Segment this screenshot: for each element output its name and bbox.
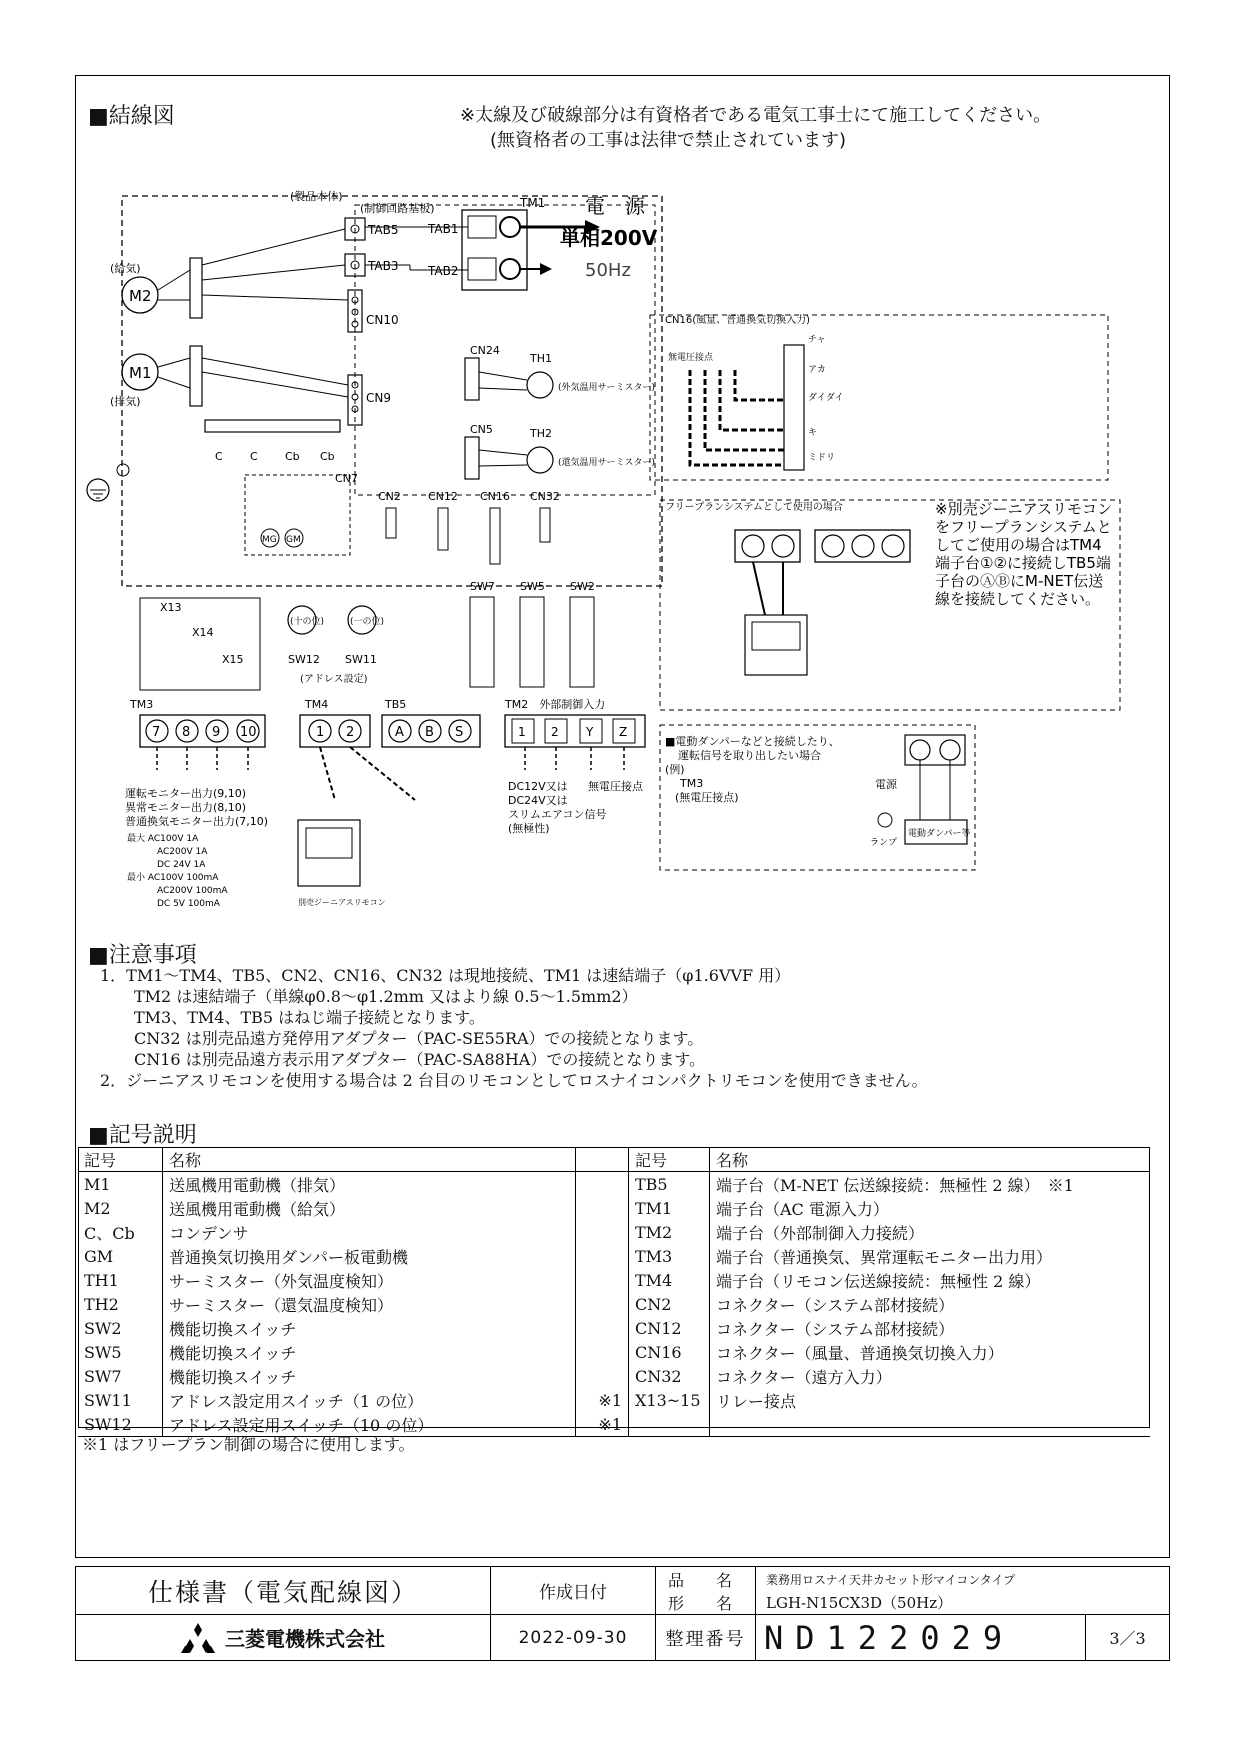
sw11-label: SW11 [345,653,377,666]
document-number: ND122029 [756,1615,1086,1660]
svg-text:7: 7 [152,725,161,740]
table-row [78,1172,1150,1197]
symbol-cell: CN16 [629,1340,710,1364]
col-name-header: 名称 [163,1147,576,1172]
power-voltage: 単相200V [560,226,658,250]
name-cell: アドレス設定用スイッチ（1 の位） [163,1388,576,1412]
remote-label: 別売ジーニアスリモコン [298,898,386,907]
name-cell: コネクター（遠方入力） [716,1367,892,1387]
name-cell: 端子台（M-NET 伝送線接続：無極性 2 線） ※1 [716,1175,1074,1195]
symbol-cell: CN32 [629,1364,710,1388]
freeplan-note: ※別売ジーニアスリモコンをフリープランシステムとしてご使用の場合はTM4端子台①②に接続しTB5端子台のⒶⒷにM-NET伝送線を接続してください。 [935,500,1112,608]
note-cell [576,1364,629,1388]
tab2-label: TAB2 [428,264,459,278]
relay-x15: X15 [222,653,244,666]
cn16-title: CN16(風量、普通換気切換入力) [665,315,810,326]
m2-label: M2 [129,287,152,305]
tm1-terminal [462,210,527,290]
table-row [78,1364,1150,1388]
sw12-dial-label: (十の位) [290,617,325,627]
tm3-terminals [146,720,259,742]
tm1-label: TM1 [520,196,546,210]
svg-text:最小 AC100V 100mA: 最小 AC100V 100mA [127,873,219,883]
table-row [78,1244,1150,1268]
symbol-cell: X13~15 [629,1388,710,1412]
product-body-label: (製品本体) [290,190,343,203]
tb5-label: TB5 [385,698,407,711]
created-date: 2022-09-30 [491,1615,656,1660]
symbol-cell: M1 [78,1172,163,1197]
power-freq: 50Hz [585,260,631,281]
company-label: 三菱電機株式会社 [225,1627,385,1651]
note-cell [576,1340,629,1364]
symbol-cell: SW12 [78,1412,163,1437]
symbol-cell: SW11 [78,1388,163,1412]
tm3-label: TM3 [130,698,154,711]
tab5-label: TAB5 [368,223,399,237]
note-cell [576,1268,629,1292]
name-cell: 機能切換スイッチ [163,1364,576,1388]
tm4-label: TM4 [305,698,329,711]
connector-row [378,490,560,564]
note-cell [576,1220,629,1244]
product-label: 品 名 [656,1567,756,1591]
damper-note-1: ■電動ダンパーなどと接続したり、 [665,735,840,748]
cn5-label: CN5 [470,423,493,436]
m1-desc: (排気) [110,395,141,408]
name-cell: サーミスター（外気温度検知） [163,1268,576,1292]
title-block [75,1566,1170,1661]
sw-address: (アドレス設定) [300,674,368,685]
symbol-cell: TH2 [78,1292,163,1316]
damper-lamp: ランプ [870,838,898,848]
svg-text:2: 2 [346,725,355,740]
symbols-footnote: ※1 はフリープラン制御の場合に使用します。 [82,1435,415,1454]
svg-text:A: A [395,725,404,740]
note-cell: ※1 [576,1412,629,1437]
name-cell: 端子台（リモコン伝送線接続：無極性 2 線） [716,1271,1041,1291]
name-cell: 送風機用電動機（排気） [163,1172,576,1197]
symbols-heading: ■記号説明 [88,1123,197,1148]
monitor-output-1: 運転モニター出力(9,10) [125,787,247,800]
symbol-cell: TM4 [629,1268,710,1292]
col-name-header: 名称 [710,1147,1151,1172]
table-row [78,1292,1150,1316]
symbol-cell [629,1412,710,1437]
name-cell: リレー接点 [716,1391,797,1411]
note-cell [576,1316,629,1340]
svg-text:C: C [250,450,258,463]
svg-text:キ: キ [808,428,818,438]
name-cell: 端子台（AC 電源入力） [716,1199,889,1219]
warning-line-1: ※太線及び破線部分は有資格者である電気工事士にて施工してください。 [460,105,1052,126]
svg-text:2: 2 [551,725,559,739]
svg-text:無電圧接点: 無電圧接点 [668,353,714,363]
remote-controller-icon [298,820,360,886]
damper-example: (例) [665,763,685,776]
number-label: 整理番号 [656,1615,756,1660]
th1-label: TH1 [530,352,552,365]
name-cell: 普通換気切換用ダンパー板電動機 [163,1244,576,1268]
relay-x14: X14 [192,626,214,639]
cautions-list [100,965,928,1091]
sw7-label: SW7 [470,580,495,593]
model-name: LGH-N15CX3D（50Hz） [756,1591,1169,1615]
name-cell: コネクター（風量、普通換気切換入力） [716,1343,1004,1363]
cn10-label: CN10 [366,313,399,327]
freeplan-title: フリープランシステムとして使用の場合 [665,502,843,513]
model-label: 形 名 [656,1591,756,1615]
created-label: 作成日付 [491,1567,656,1615]
th2-desc: (還気温用サーミスター) [558,458,656,468]
th1-symbol [527,372,553,398]
symbol-cell: TM1 [629,1196,710,1220]
capacitor-strip [205,420,340,432]
name-cell: 機能切換スイッチ [163,1340,576,1364]
relay-box [140,598,260,690]
section-wiring-heading: ■結線図 [88,104,175,129]
relay-x13: X13 [160,601,182,614]
svg-text:1: 1 [518,725,526,739]
svg-text:MG: MG [262,535,277,545]
table-row [78,1316,1150,1340]
cn16-label: CN16 [480,490,510,503]
symbol-cell: C、Cb [78,1220,163,1244]
svg-text:Y: Y [586,725,594,739]
tm2-note-2: DC24V又は [508,794,568,807]
caution-line: TM2 は速結端子（単線φ0.8～φ1.2mm 又はより線 0.5～1.5mm2） [134,987,638,1006]
symbol-cell: SW5 [78,1340,163,1364]
note-cell [576,1244,629,1268]
monitor-output-2: 異常モニター出力(8,10) [125,801,247,814]
caution-line: CN32 は別売品遠方発停用アダプター（PAC-SE55RA）での接続となります。 [134,1029,704,1048]
tm2-label: TM2 外部制御入力 [505,698,606,711]
warning-line-2: (無資格者の工事は法律で禁止されています) [490,130,847,151]
symbol-cell: TB5 [629,1172,710,1197]
sw5 [520,597,544,687]
monitor-output-3: 普通換気モニター出力(7,10) [125,815,269,828]
tab1-label: TAB1 [428,222,459,236]
cn2-label: CN2 [378,490,401,503]
tab3-label: TAB3 [368,259,399,273]
name-cell: アドレス設定用スイッチ（10 の位） [163,1412,576,1437]
table-row [78,1340,1150,1364]
symbol-cell: SW7 [78,1364,163,1388]
svg-text:Z: Z [619,725,628,739]
control-board-label: (制御回路基板) [360,202,435,215]
col-symbol-header: 記号 [78,1147,163,1172]
m1-label: M1 [129,364,152,382]
table-header-row [78,1147,1150,1172]
name-cell: コネクター（システム部材接続） [716,1295,955,1315]
page-number: 3／3 [1109,1629,1146,1648]
svg-text:GM: GM [286,535,301,545]
caution-line: 2．ジーニアスリモコンを使用する場合は 2 台目のリモコンとしてロスナイコンパクトリモコンを使用できません。 [100,1071,928,1090]
symbol-cell: TH1 [78,1268,163,1292]
m2-desc: (給気) [110,262,141,275]
name-cell: 端子台（普通換気、異常運転モニター出力用） [716,1247,1053,1267]
tm2-note-1: DC12V又は [508,780,568,793]
damper-note-2: 運転信号を取り出したい場合 [678,749,821,762]
freeplan-remote-icon [745,615,807,675]
svg-text:アカ: アカ [808,365,826,375]
symbol-cell: GM [78,1244,163,1268]
doc-title: 仕様書（電気配線図） [76,1567,491,1615]
caution-line: TM3、TM4、TB5 はねじ端子接続となります。 [134,1008,485,1027]
tm2-note-5: 無電圧接点 [588,780,643,793]
symbol-cell: TM3 [629,1244,710,1268]
sw2-label: SW2 [570,580,595,593]
symbol-cell: TM2 [629,1220,710,1244]
note-cell: ※1 [576,1388,629,1412]
svg-text:9: 9 [212,725,221,740]
cn24-label: CN24 [470,344,500,357]
svg-text:DC 5V 100mA: DC 5V 100mA [157,899,220,909]
symbol-cell: SW2 [78,1316,163,1340]
svg-text:ダイダイ: ダイダイ [808,393,844,403]
cn9-label: CN9 [366,391,391,405]
col-symbol-header: 記号 [629,1147,710,1172]
symbol-cell: M2 [78,1196,163,1220]
product-name: 業務用ロスナイ天井カセット形マイコンタイプ [766,1572,1016,1587]
note-cell [576,1292,629,1316]
sw5-label: SW5 [520,580,545,593]
damper-device: 電動ダンパー等 [908,829,971,839]
symbol-cell: CN2 [629,1292,710,1316]
name-cell: コンデンサ [163,1220,576,1244]
sw11-dial-label: (一の位) [350,617,385,627]
table-row [78,1388,1150,1412]
cn12-label: CN12 [428,490,458,503]
th2-symbol [527,447,553,473]
table-row [78,1196,1150,1220]
svg-text:AC200V 1A: AC200V 1A [157,847,208,857]
note-cell [576,1196,629,1220]
th1-desc: (外気温用サーミスター) [558,383,656,393]
table-row [78,1220,1150,1244]
name-cell: サーミスター（還気温度検知） [163,1292,576,1316]
mitsubishi-logo-icon [181,1623,215,1653]
tm4-terminal [300,715,370,747]
svg-text:最大 AC100V 1A: 最大 AC100V 1A [127,834,199,844]
cn7-label: CN7 [335,472,358,485]
cautions-heading: ■注意事項 [88,943,197,968]
svg-text:Cb: Cb [320,450,335,463]
sw12-label: SW12 [288,653,320,666]
name-cell: 送風機用電動機（給気） [163,1196,576,1220]
table-row [78,1268,1150,1292]
svg-text:8: 8 [182,725,191,740]
tm2-note-4: (無極性) [508,822,550,835]
name-cell: コネクター（システム部材接続） [716,1319,955,1339]
svg-text:チャ: チャ [808,335,826,345]
name-cell: 端子台（外部制御入力接続） [716,1223,925,1243]
svg-text:C: C [215,450,223,463]
svg-text:S: S [455,725,464,740]
tm1-terminal-2 [500,259,520,279]
damper-contact: (無電圧接点) [675,791,739,804]
svg-text:1: 1 [316,725,325,740]
th2-label: TH2 [530,427,552,440]
tm1-terminal-1 [500,217,520,237]
svg-text:AC200V 100mA: AC200V 100mA [157,886,228,896]
svg-text:ミドリ: ミドリ [808,453,836,463]
name-cell: 機能切換スイッチ [163,1316,576,1340]
note-cell [576,1172,629,1197]
sw2 [570,597,594,687]
company-name [76,1615,491,1660]
damper-tm3: TM3 [680,777,704,790]
cn32-label: CN32 [530,490,560,503]
damper-power: 電源 [875,778,897,791]
power-label: 電 源 [585,194,645,218]
sw7 [470,597,494,687]
symbols-table [78,1147,1150,1437]
symbol-cell: CN12 [629,1316,710,1340]
svg-text:Cb: Cb [285,450,300,463]
name-cell [710,1412,1151,1437]
svg-text:B: B [425,725,434,740]
svg-text:10: 10 [240,725,257,740]
svg-text:DC 24V 1A: DC 24V 1A [157,860,206,870]
caution-line: CN16 は別売品遠方表示用アダプター（PAC-SA88HA）での接続となります。 [134,1050,706,1069]
caution-line: 1．TM1～TM4、TB5、CN2、CN16、CN32 は現地接続、TM1 は速結端子（φ1.6VVF 用） [100,966,791,985]
tm2-note-3: スリムエアコン信号 [508,808,607,821]
